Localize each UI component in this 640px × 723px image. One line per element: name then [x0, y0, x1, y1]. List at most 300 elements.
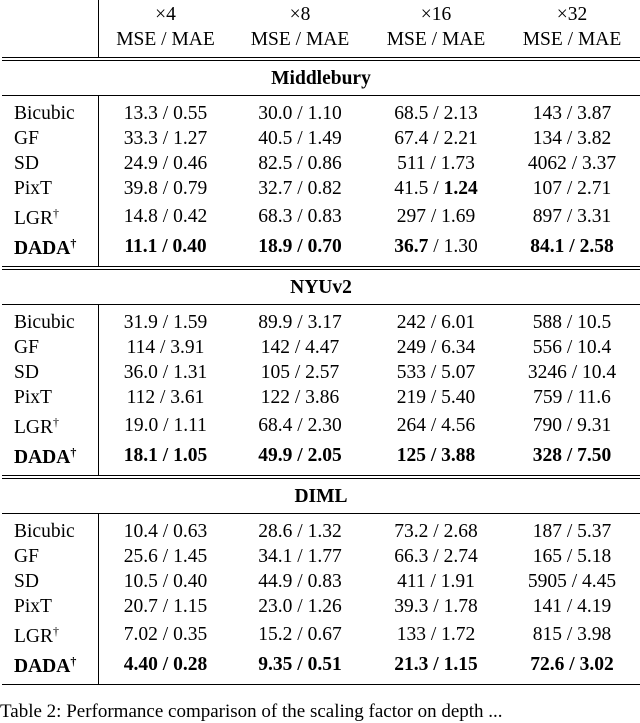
mae-value: 0.28 [173, 653, 208, 675]
mse-value: 790 [532, 414, 562, 436]
metric-cell [368, 176, 504, 201]
metric-cell [368, 519, 504, 544]
value-separator: / [292, 205, 308, 227]
table-row [2, 360, 640, 385]
value-separator: / [157, 623, 174, 645]
mae-value: 1.49 [307, 128, 342, 149]
header-metric-label: MSE / MAE [116, 29, 215, 50]
metric-cell [99, 440, 233, 470]
metric-cell [368, 649, 504, 679]
table-row [2, 101, 640, 126]
header-metric-label: MSE / MAE [250, 29, 350, 50]
mae-value: 5.07 [441, 362, 476, 383]
mse-value: 72.6 [530, 653, 565, 675]
value-separator: / [428, 103, 444, 124]
metric-cell [368, 201, 504, 231]
mse-value: 142 [260, 337, 290, 358]
metric-cell [504, 410, 640, 440]
value-separator: / [561, 521, 578, 542]
metric-cell [504, 126, 640, 151]
method-name-cell [2, 151, 99, 176]
value-separator: / [425, 571, 441, 592]
method-name-cell [2, 335, 99, 360]
mse-value: 264 [396, 414, 426, 436]
value-separator: / [428, 546, 444, 567]
mae-value: 0.70 [307, 235, 342, 257]
metric-cell [504, 619, 640, 649]
mae-value: 1.73 [440, 153, 475, 174]
mae-value: 4.45 [582, 571, 617, 592]
mse-value: 68.3 [258, 205, 293, 227]
mae-value: 3.37 [582, 153, 617, 174]
table-row [2, 335, 640, 360]
value-separator: / [157, 653, 174, 675]
table-row [2, 649, 640, 679]
metric-cell [232, 619, 368, 649]
mae-value: 2.21 [443, 128, 478, 149]
mse-value: 40.5 [258, 128, 293, 149]
metric-cell [504, 101, 640, 126]
value-separator: / [562, 387, 578, 408]
mse-value: 3246 [527, 362, 567, 383]
method-name-cell [2, 619, 99, 649]
metric-cell [368, 440, 504, 470]
metric-cell [368, 360, 504, 385]
value-separator: / [157, 153, 174, 174]
mae-value: 1.05 [173, 444, 208, 466]
mse-value: 114 [126, 337, 156, 358]
table-row [2, 310, 640, 335]
metric-cell [368, 544, 504, 569]
mae-value: 3.17 [307, 312, 342, 333]
mae-value: 5.40 [441, 387, 476, 408]
value-separator: / [564, 653, 580, 675]
value-separator: / [428, 128, 444, 149]
mae-value: 0.82 [307, 178, 342, 199]
metric-cell [504, 151, 640, 176]
metric-cell [232, 176, 368, 201]
mae-value: 6.34 [441, 337, 476, 358]
mse-value: 187 [532, 521, 562, 542]
mse-value: 39.8 [123, 178, 158, 199]
mae-value: 2.30 [307, 414, 342, 436]
mae-value: 10.5 [577, 312, 612, 333]
metric-cell [232, 385, 368, 410]
metric-cell [99, 176, 233, 201]
mae-value: 2.58 [579, 235, 614, 257]
mae-value: 0.83 [307, 205, 342, 227]
value-separator: / [292, 571, 308, 592]
section-header-row [2, 61, 640, 96]
metric-cell [99, 519, 233, 544]
mse-value: 32.7 [258, 178, 293, 199]
mae-value: 3.91 [170, 337, 205, 358]
header-scale-8: ×8 [289, 4, 311, 25]
mae-value: 0.42 [173, 205, 208, 227]
mse-value: 68.4 [258, 414, 293, 436]
mse-value: 588 [532, 312, 562, 333]
metric-cell [368, 594, 504, 619]
mse-value: 31.9 [123, 312, 158, 333]
mse-value: 13.3 [123, 103, 158, 124]
value-separator: / [157, 312, 174, 333]
mae-value: 0.55 [173, 103, 208, 124]
value-separator: / [564, 235, 580, 257]
mae-value: 1.11 [173, 414, 207, 436]
value-separator: / [157, 444, 174, 466]
metric-cell [232, 410, 368, 440]
mse-value: 242 [396, 312, 426, 333]
method-name: GF [14, 546, 39, 567]
method-name: PixT [14, 596, 52, 617]
header-empty-cell [2, 27, 99, 58]
mse-value: 82.5 [258, 153, 293, 174]
mse-value: 511 [397, 153, 426, 174]
mse-value: 411 [397, 571, 426, 592]
metric-cell [232, 569, 368, 594]
method-name-cell [2, 440, 99, 470]
value-separator: / [157, 571, 174, 592]
method-name: LGR [14, 626, 53, 647]
dagger-mark: † [53, 415, 59, 429]
table-row [2, 594, 640, 619]
method-name: SD [14, 362, 39, 383]
method-name: LGR [14, 208, 53, 229]
method-name-cell [2, 231, 99, 261]
mse-value: 141 [532, 596, 562, 617]
mse-value: 67.4 [394, 128, 429, 149]
value-separator: / [292, 153, 308, 174]
method-name: GF [14, 337, 39, 358]
metric-cell [368, 151, 504, 176]
mse-value: 49.9 [258, 444, 293, 466]
mae-value: 4.56 [441, 414, 476, 436]
mae-value: 0.35 [173, 623, 208, 645]
mae-value: 3.88 [441, 444, 476, 466]
mae-value: 10.4 [577, 337, 612, 358]
mse-value: 14.8 [123, 205, 158, 227]
method-name-cell [2, 360, 99, 385]
value-separator: / [425, 387, 442, 408]
dagger-mark: † [53, 624, 59, 638]
table-row [2, 126, 640, 151]
value-separator: / [566, 571, 583, 592]
value-separator: / [425, 623, 442, 645]
table-caption: Table 2: Performance comparison of the scaling factor on depth ... [0, 701, 503, 722]
mae-value: 0.40 [172, 235, 207, 257]
mse-value: 759 [533, 387, 563, 408]
value-separator: / [292, 235, 308, 257]
method-name: Bicubic [14, 103, 75, 124]
value-separator: / [425, 153, 441, 174]
value-separator: / [292, 178, 308, 199]
mse-value: 165 [532, 546, 562, 567]
mse-value: 84.1 [530, 235, 565, 257]
mse-value: 68.5 [394, 103, 429, 124]
section-header-row [2, 479, 640, 514]
header-scale-16: ×16 [420, 4, 452, 25]
mae-value: 4.47 [305, 337, 340, 358]
mae-value: 3.86 [305, 387, 340, 408]
mse-value: 133 [396, 623, 426, 645]
dagger-mark: † [70, 654, 77, 668]
header-metric-label: MSE / MAE [386, 29, 486, 50]
mae-value: 2.68 [443, 521, 478, 542]
table-row [2, 619, 640, 649]
value-separator: / [561, 205, 578, 227]
metric-cell [368, 619, 504, 649]
mse-value: 556 [532, 337, 562, 358]
mse-value: 36.7 [394, 235, 429, 257]
value-separator: / [561, 128, 578, 149]
metric-cell [232, 594, 368, 619]
metric-cell [504, 385, 640, 410]
method-name-cell [2, 649, 99, 679]
method-name-cell [2, 201, 99, 231]
metric-cell [504, 201, 640, 231]
mae-value: 1.26 [307, 596, 342, 617]
mse-value: 297 [396, 205, 426, 227]
method-name-cell [2, 385, 99, 410]
header-scale-4: ×4 [155, 4, 176, 25]
value-separator: / [157, 521, 174, 542]
mae-value: 1.30 [443, 235, 478, 257]
metric-cell [504, 649, 640, 679]
value-separator: / [566, 362, 583, 383]
metric-cell [232, 126, 368, 151]
method-name: Bicubic [14, 521, 75, 542]
table-row [2, 385, 640, 410]
metric-cell [99, 619, 233, 649]
mae-value: 2.57 [305, 362, 340, 383]
mae-value: 1.15 [173, 596, 208, 617]
value-separator: / [157, 235, 173, 257]
mse-value: 143 [532, 103, 562, 124]
value-separator: / [292, 128, 308, 149]
value-separator: / [561, 546, 578, 567]
mse-value: 249 [396, 337, 426, 358]
mae-value: 3.02 [579, 653, 614, 675]
mae-value: 0.63 [173, 521, 208, 542]
table-row [2, 440, 640, 470]
mae-value: 1.78 [443, 596, 478, 617]
mse-value: 33.3 [123, 128, 158, 149]
mae-value: 1.31 [173, 362, 208, 383]
mae-value: 3.31 [577, 205, 612, 227]
mae-value: 1.45 [173, 546, 208, 567]
header-empty-cell [2, 0, 99, 27]
results-table-body [2, 0, 640, 686]
method-name-cell [2, 176, 99, 201]
mae-value: 9.31 [577, 414, 612, 436]
metric-cell [99, 360, 233, 385]
metric-cell [368, 410, 504, 440]
value-separator: / [561, 103, 578, 124]
table-row [2, 151, 640, 176]
mae-value: 0.40 [173, 571, 208, 592]
value-separator: / [561, 596, 578, 617]
value-separator: / [292, 653, 308, 675]
metric-cell [368, 126, 504, 151]
metric-cell [368, 335, 504, 360]
metric-cell [99, 151, 233, 176]
method-name-cell [2, 594, 99, 619]
mse-value: 15.2 [258, 623, 293, 645]
table-row [2, 544, 640, 569]
metric-cell [232, 101, 368, 126]
metric-cell [368, 310, 504, 335]
metric-cell [99, 544, 233, 569]
dagger-mark: † [70, 445, 77, 459]
metric-cell [232, 360, 368, 385]
value-separator: / [158, 414, 174, 436]
value-separator: / [561, 178, 578, 199]
value-separator: / [425, 312, 442, 333]
table-row [2, 519, 640, 544]
value-separator: / [292, 546, 308, 567]
metric-cell [232, 310, 368, 335]
metric-cell [368, 231, 504, 261]
metric-cell [504, 569, 640, 594]
header-metric-label: MSE / MAE [522, 29, 622, 50]
metric-cell [99, 231, 233, 261]
metric-cell [99, 335, 233, 360]
mse-value: 41.5 [394, 178, 429, 199]
value-separator: / [428, 235, 444, 257]
mae-value: 0.79 [173, 178, 208, 199]
bottom-rule-line [2, 685, 640, 687]
value-separator: / [292, 521, 308, 542]
mse-value: 21.3 [394, 653, 429, 675]
mae-value: 6.01 [441, 312, 476, 333]
value-separator: / [425, 362, 442, 383]
mse-value: 18.9 [258, 235, 293, 257]
mae-value: 1.59 [173, 312, 208, 333]
mse-value: 66.3 [394, 546, 429, 567]
mse-value: 24.9 [123, 153, 158, 174]
metric-cell [504, 176, 640, 201]
method-name: DADA [14, 656, 71, 677]
value-separator: / [561, 444, 578, 466]
value-separator: / [157, 178, 174, 199]
mae-value: 1.77 [307, 546, 342, 567]
mae-value: 2.74 [443, 546, 478, 567]
mse-value: 5905 [527, 571, 567, 592]
mse-value: 7.02 [123, 623, 158, 645]
metric-cell [504, 519, 640, 544]
mae-value: 1.15 [443, 653, 478, 675]
mse-value: 897 [532, 205, 562, 227]
table-row [2, 176, 640, 201]
metric-cell [99, 101, 233, 126]
value-separator: / [428, 653, 444, 675]
method-name-cell [2, 410, 99, 440]
mse-value: 122 [260, 387, 290, 408]
value-separator: / [428, 521, 444, 542]
metric-cell [368, 569, 504, 594]
value-separator: / [289, 362, 306, 383]
table-row [2, 201, 640, 231]
value-separator: / [292, 444, 308, 466]
value-separator: / [157, 362, 174, 383]
method-name-cell [2, 519, 99, 544]
mae-value: 4.19 [577, 596, 612, 617]
value-separator: / [157, 596, 174, 617]
value-separator: / [292, 414, 308, 436]
method-name-cell [2, 310, 99, 335]
value-separator: / [292, 103, 308, 124]
mae-value: 0.51 [307, 653, 342, 675]
mse-value: 105 [260, 362, 290, 383]
value-separator: / [292, 312, 308, 333]
dagger-mark: † [53, 206, 59, 220]
section-title: Middlebury [2, 61, 640, 96]
results-table [2, 0, 640, 686]
mse-value: 4062 [527, 153, 567, 174]
mae-value: 1.27 [173, 128, 208, 149]
metric-cell [504, 231, 640, 261]
method-name-cell [2, 126, 99, 151]
value-separator: / [425, 414, 442, 436]
value-separator: / [425, 337, 442, 358]
method-name: LGR [14, 417, 53, 438]
method-name: SD [14, 153, 39, 174]
table-row [2, 410, 640, 440]
mae-value: 1.91 [440, 571, 475, 592]
mae-value: 0.86 [307, 153, 342, 174]
value-separator: / [292, 623, 308, 645]
header-scale-32: ×32 [556, 4, 588, 25]
mae-value: 5.37 [577, 521, 612, 542]
mse-value: 125 [396, 444, 426, 466]
mse-value: 23.0 [258, 596, 293, 617]
mae-value: 0.83 [307, 571, 342, 592]
mae-value: 11.6 [577, 387, 611, 408]
mae-value: 2.71 [577, 178, 612, 199]
mae-value: 1.10 [307, 103, 342, 124]
table-row [2, 569, 640, 594]
header-metric-row [2, 27, 640, 58]
metric-cell [99, 310, 233, 335]
value-separator: / [561, 312, 578, 333]
mse-value: 25.6 [123, 546, 158, 567]
mae-value: 10.4 [582, 362, 617, 383]
mse-value: 10.5 [123, 571, 158, 592]
mse-value: 39.3 [394, 596, 429, 617]
mse-value: 28.6 [258, 521, 293, 542]
mae-value: 3.98 [577, 623, 612, 645]
metric-cell [232, 519, 368, 544]
mse-value: 19.0 [124, 414, 159, 436]
mae-value: 7.50 [577, 444, 612, 466]
mse-value: 30.0 [258, 103, 293, 124]
mse-value: 20.7 [123, 596, 158, 617]
table-row [2, 231, 640, 261]
value-separator: / [561, 414, 578, 436]
mse-value: 112 [126, 387, 156, 408]
metric-cell [99, 594, 233, 619]
value-separator: / [155, 387, 171, 408]
metric-cell [99, 410, 233, 440]
section-title: NYUv2 [2, 270, 640, 305]
mse-value: 73.2 [394, 521, 429, 542]
mae-value: 3.82 [577, 128, 612, 149]
method-name: DADA [14, 238, 71, 259]
metric-cell [504, 335, 640, 360]
header-scale-row [2, 0, 640, 27]
metric-cell [504, 594, 640, 619]
metric-cell [99, 385, 233, 410]
